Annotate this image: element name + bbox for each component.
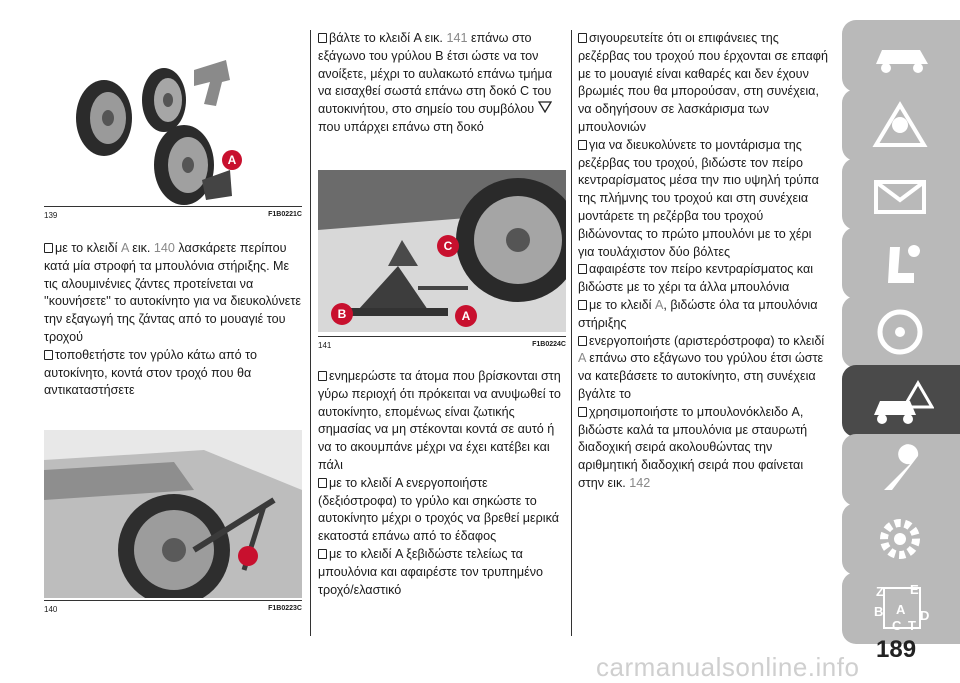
- figure-code: F1B0224C: [532, 341, 566, 348]
- checkbox-bullet-icon: [44, 243, 53, 253]
- checkbox-bullet-icon: [578, 33, 587, 43]
- instruction-paragraph: [578, 261, 830, 297]
- callout-b-fig141: B: [337, 307, 347, 321]
- checkbox-bullet-icon: [578, 140, 587, 150]
- chapter-tab[interactable]: [842, 20, 960, 92]
- figure-code: F1B0221C: [268, 211, 302, 218]
- paragraph-text: για να διευκολύνετε το μοντάρισμα της ρεζέρβας του τροχού, βιδώστε τον πείρο κεντραρίσματος μέσα την πιο υψηλή τρύπα της πλήμνης του τροχού και στη συνέχεια μοντάρετε τη ρεζέρβα του τροχού βιδώνοντας το πρώτο μπουλόνι με το χέρι για τουλάχιστον δύο βόλτες: [578, 137, 819, 259]
- index-letter: C: [892, 618, 902, 633]
- chapter-tab[interactable]: [842, 365, 960, 437]
- figure-reference: 142: [629, 475, 651, 490]
- index-letter: D: [920, 608, 930, 623]
- figure-140-caption: [44, 605, 302, 615]
- instruction-paragraph: [44, 347, 302, 400]
- figure-reference: A: [578, 351, 586, 366]
- figure-number: 140: [44, 605, 58, 614]
- column-divider-1: [310, 30, 311, 636]
- technical-data-gear-icon: [870, 513, 934, 565]
- checkbox-bullet-icon: [44, 350, 53, 360]
- chapter-tab[interactable]: [842, 227, 960, 299]
- index-letter: E: [910, 582, 919, 597]
- instruction-paragraph: [578, 404, 830, 493]
- figure-reference: A: [120, 241, 129, 255]
- figure-139-image: [44, 30, 302, 208]
- paragraph-text: τοποθετήστε τον γρύλο κάτω από το αυτοκίνητο, κοντά στον τροχό που θα αντικαταστήσετε: [44, 347, 257, 398]
- watermark: carmanualsonline.info: [596, 652, 860, 682]
- instruction-paragraph: [578, 297, 830, 333]
- paragraph-text: , βιδώστε όλα τα μπουλόνια στήριξης: [578, 297, 818, 330]
- paragraph-text: με το κλειδί A ξεβιδώστε τελείως τα μπουλόνια και αφαιρέστε τον τρυπημένο τροχό/ελαστικό: [318, 546, 544, 597]
- figure-number: 141: [318, 341, 332, 350]
- paragraph-text: αφαιρέστε τον πείρο κεντραρίσματος και βιδώστε με το χέρι τα άλλα μπουλόνια: [578, 262, 814, 295]
- chapter-tab[interactable]: [842, 434, 960, 506]
- figure-number: 139: [44, 211, 58, 220]
- paragraph-text: λασκάρετε περίπου κατά μία στροφή τα μπουλόνια στήριξης. Με τις αλουμινένιες ζάντες προτείνεται να ''κουνήσετε'' το αυτοκίνητο για να διευκολύνετε την εξαγωγή της ζάντας από το μουαγιέ του τροχού: [44, 241, 301, 344]
- checkbox-bullet-icon: [318, 371, 327, 381]
- paragraph-text: εικ.: [128, 241, 154, 255]
- checkbox-bullet-icon: [578, 336, 587, 346]
- steering-wheel-icon: [870, 306, 934, 358]
- column-3-text: [578, 30, 830, 493]
- instruction-paragraph: [318, 546, 566, 599]
- checkbox-bullet-icon: [318, 549, 327, 559]
- page-number: 189: [876, 636, 917, 663]
- figure-141-caption: [318, 341, 566, 351]
- column-2-text: [318, 368, 566, 599]
- paragraph-text: με το κλειδί A ενεργοποιήστε (δεξιόστροφα) το γρύλο και σηκώστε το αυτοκίνητο μέχρι ο τροχός να βρεθεί μερικά εκατοστά επάνω από το έδαφος: [318, 475, 560, 544]
- index-letter: Z: [876, 584, 884, 599]
- instruction-paragraph: [578, 333, 830, 404]
- instruction-paragraph: [318, 30, 566, 137]
- index-letter: T: [908, 618, 916, 633]
- index-letter: A: [896, 602, 906, 617]
- index-letters-icon: [870, 582, 934, 634]
- wrench-maintenance-icon: [870, 444, 934, 496]
- chapter-tab[interactable]: [842, 296, 960, 368]
- figure-reference: A: [654, 297, 664, 312]
- chapter-sidebar: [842, 20, 960, 640]
- checkbox-bullet-icon: [318, 478, 327, 488]
- instruction-paragraph: [318, 368, 566, 475]
- instruction-paragraph: [578, 30, 830, 137]
- mail-envelope-icon: [870, 168, 934, 220]
- figure-139-rule: [44, 206, 302, 207]
- triangle-down-icon: [538, 101, 552, 113]
- checkbox-bullet-icon: [318, 33, 327, 43]
- figure-140-rule: [44, 600, 302, 601]
- figure-reference: 141: [446, 31, 468, 45]
- warning-lights-icon: [870, 99, 934, 151]
- seat-safety-icon: [870, 237, 934, 289]
- paragraph-text: σιγουρευτείτε ότι οι επιφάνειες της ρεζέρβας του τροχού που έρχονται σε επαφή με το μουαγιέ είναι καθαρές και δεν έχουν βρωμιές που θα μπορούσαν, στη συνέχεια, να οδηγήσουν σε λασκάρισμα των μπουλονιών: [578, 31, 828, 134]
- figure-code: F1B0223C: [268, 605, 302, 612]
- chapter-tab[interactable]: [842, 158, 960, 230]
- chapter-tab[interactable]: [842, 572, 960, 644]
- paragraph-text: με το κλειδί: [55, 241, 121, 255]
- paragraph-text: βάλτε το κλειδί A εικ.: [329, 31, 447, 45]
- paragraph-text: που υπάρχει επάνω στη δοκό: [318, 119, 484, 134]
- figure-141-image: [318, 170, 566, 332]
- chapter-tab[interactable]: [842, 503, 960, 575]
- chapter-tab[interactable]: [842, 89, 960, 161]
- paragraph-text: επάνω στο εξάγωνο του γρύλου έτσι ώστε να κατεβάσετε το αυτοκίνητο, στη συνέχεια βγάλτε το: [578, 351, 824, 401]
- instruction-paragraph: [578, 137, 830, 262]
- column-1-text: [44, 240, 302, 400]
- paragraph-text: χρησιμοποιήστε το μπουλονόκλειδο A, βιδώστε καλά τα μπουλόνια με σταυρωτή διαδοχική σειρά ακολουθώντας την αριθμητική διαδοχική σειρά που φαίνεται στην εικ.: [578, 404, 808, 490]
- checkbox-bullet-icon: [578, 300, 587, 310]
- paragraph-text: ενεργοποιήστε (αριστερόστροφα) το κλειδί: [589, 333, 825, 348]
- paragraph-text: επάνω στο εξάγωνο του γρύλου B έτσι ώστε να τον ανοίξετε, μέχρι το αυλακωτό επάνω τμήμα να εισαχθεί σωστά επάνω στη δοκό C του αυτοκινήτου, στο σημείο του συμβόλου: [318, 31, 553, 117]
- figure-reference: 140: [153, 241, 175, 255]
- instruction-paragraph: [44, 240, 302, 347]
- index-letter: B: [874, 604, 884, 619]
- figure-140-image: [44, 430, 302, 598]
- instruction-paragraph: [318, 475, 566, 546]
- figure-141-rule: [318, 336, 566, 337]
- column-2-top-text: [318, 30, 566, 137]
- checkbox-bullet-icon: [578, 264, 587, 274]
- callout-a-fig139: A: [227, 153, 237, 167]
- paragraph-text: με το κλειδί: [589, 297, 655, 312]
- checkbox-bullet-icon: [578, 407, 587, 417]
- paragraph-text: ενημερώστε τα άτομα που βρίσκονται στη γύρω περιοχή ότι πρόκειται να ανυψωθεί το αυτοκίνητο, επομένως είναι ζωτικής σημασίας να μη στέκονται κοντά σε αυτό ή να το ακουμπάνε μέχρι να έχει κατέβει και πάλι: [318, 369, 561, 472]
- figure-139-caption: [44, 211, 302, 221]
- emergency-car-icon: [870, 375, 934, 427]
- callout-a-fig141: A: [461, 309, 471, 323]
- column-divider-2: [571, 30, 572, 636]
- callout-c-fig141: C: [443, 239, 453, 253]
- car-info-icon: [870, 30, 934, 82]
